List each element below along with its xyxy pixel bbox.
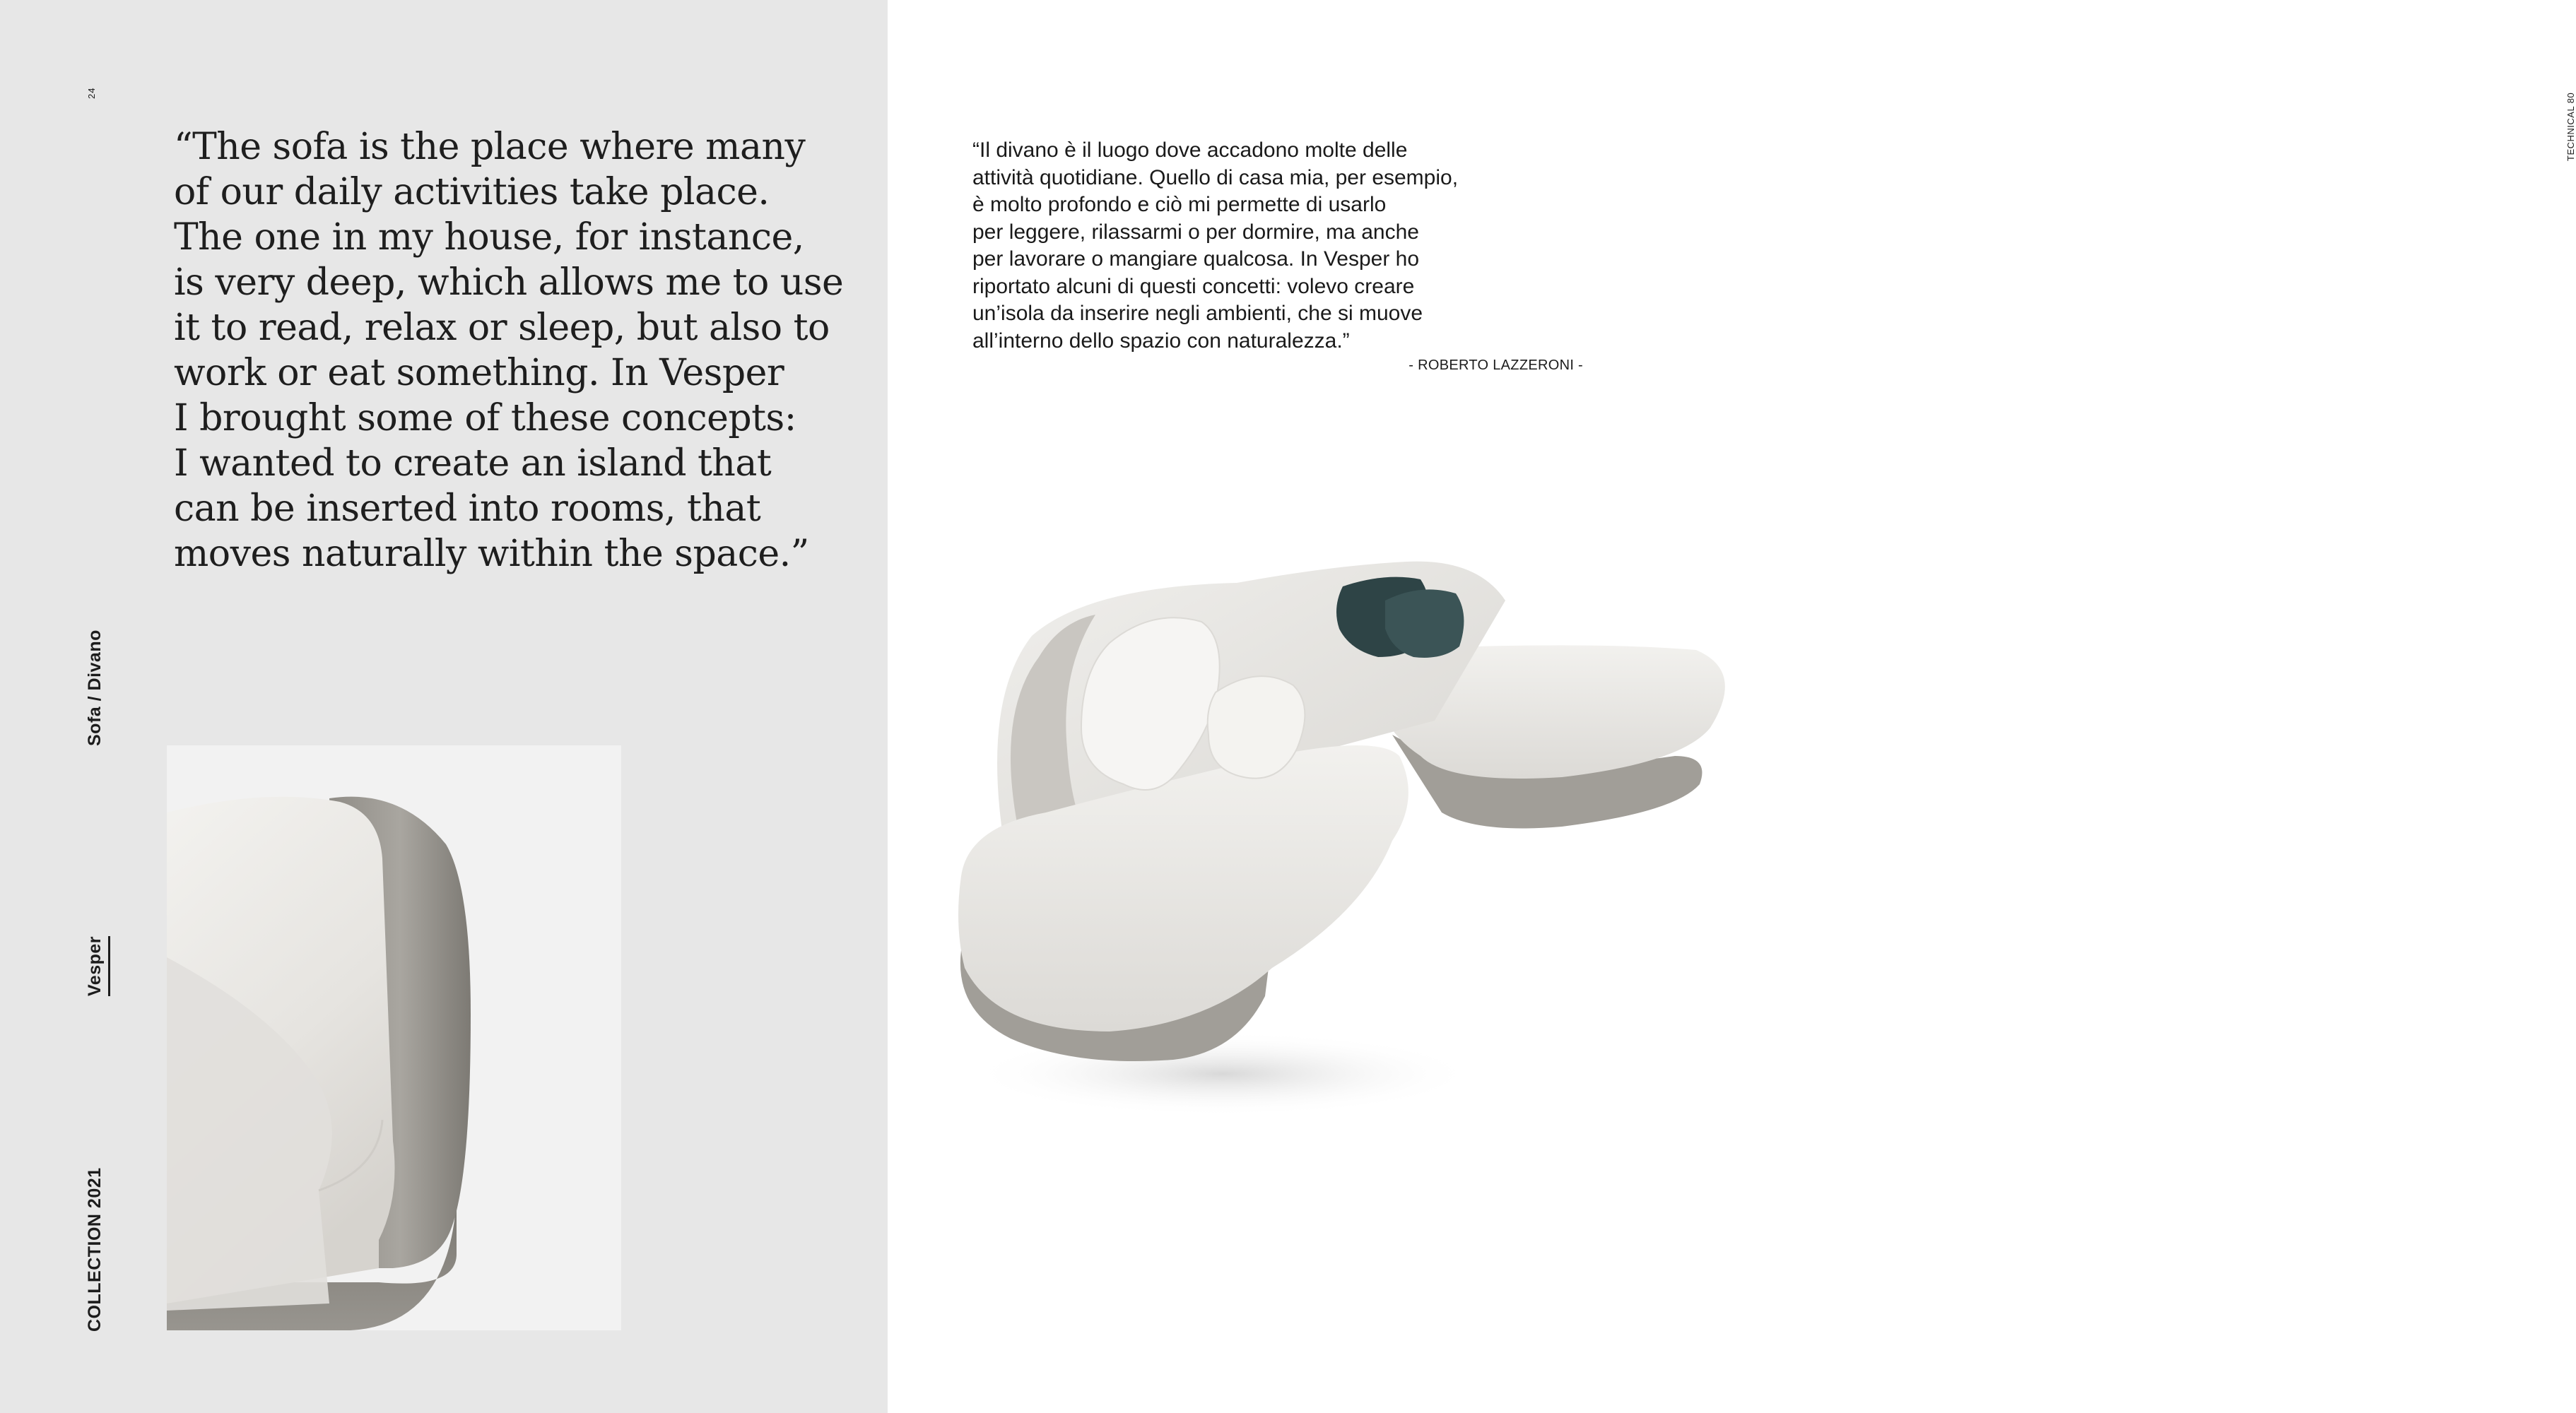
italian-quote: [972, 137, 1559, 355]
quote-line: is very deep, which allows me to use: [174, 261, 844, 304]
english-quote: [174, 124, 845, 577]
quote-line: un’isola da inserire negli ambienti, che si muove: [972, 302, 1423, 325]
modular-sofa-illustration: [940, 544, 1724, 1123]
quote-author: - ROBERTO LAZZERONI -: [1408, 357, 1583, 373]
sofa-product-photo: [940, 544, 1724, 1123]
product-label: Vesper: [85, 936, 110, 996]
quote-line: attività quotidiane. Quello di casa mia, per esempio,: [972, 165, 1459, 189]
technical-page-label: TECHNICAL 80: [2565, 92, 2576, 161]
sofa-armrest-closeup: [167, 745, 621, 1330]
quote-line: “Il divano è il luogo dove accadono molte delle: [972, 138, 1408, 162]
quote-line: I brought some of these concepts:: [174, 397, 796, 439]
quote-line: per lavorare o mangiare qualcosa. In Vesper ho: [972, 247, 1420, 271]
sofa-detail-photo: [167, 745, 621, 1330]
category-label: Sofa / Divano: [85, 629, 105, 746]
quote-line: moves naturally within the space.”: [174, 533, 809, 575]
quote-line: The one in my house, for instance,: [174, 216, 804, 259]
quote-line: “The sofa is the place where many: [174, 126, 806, 168]
left-page: [0, 0, 888, 1413]
quote-line: è molto profondo e ciò mi permette di usarlo: [972, 193, 1387, 216]
quote-line: per leggere, rilassarmi o per dormire, ma anche: [972, 220, 1419, 244]
quote-line: it to read, relax or sleep, but also to: [174, 307, 830, 349]
quote-line: all’interno dello spazio con naturalezza.”: [972, 329, 1350, 353]
quote-line: work or eat something. In Vesper: [174, 352, 784, 394]
collection-label: COLLECTION 2021: [85, 1167, 105, 1332]
quote-line: riportato alcuni di questi concetti: volevo creare: [972, 274, 1415, 298]
quote-line: can be inserted into rooms, that: [174, 487, 761, 530]
quote-line: I wanted to create an island that: [174, 442, 772, 485]
quote-line: of our daily activities take place.: [174, 171, 770, 213]
page-number: 24: [86, 87, 97, 99]
